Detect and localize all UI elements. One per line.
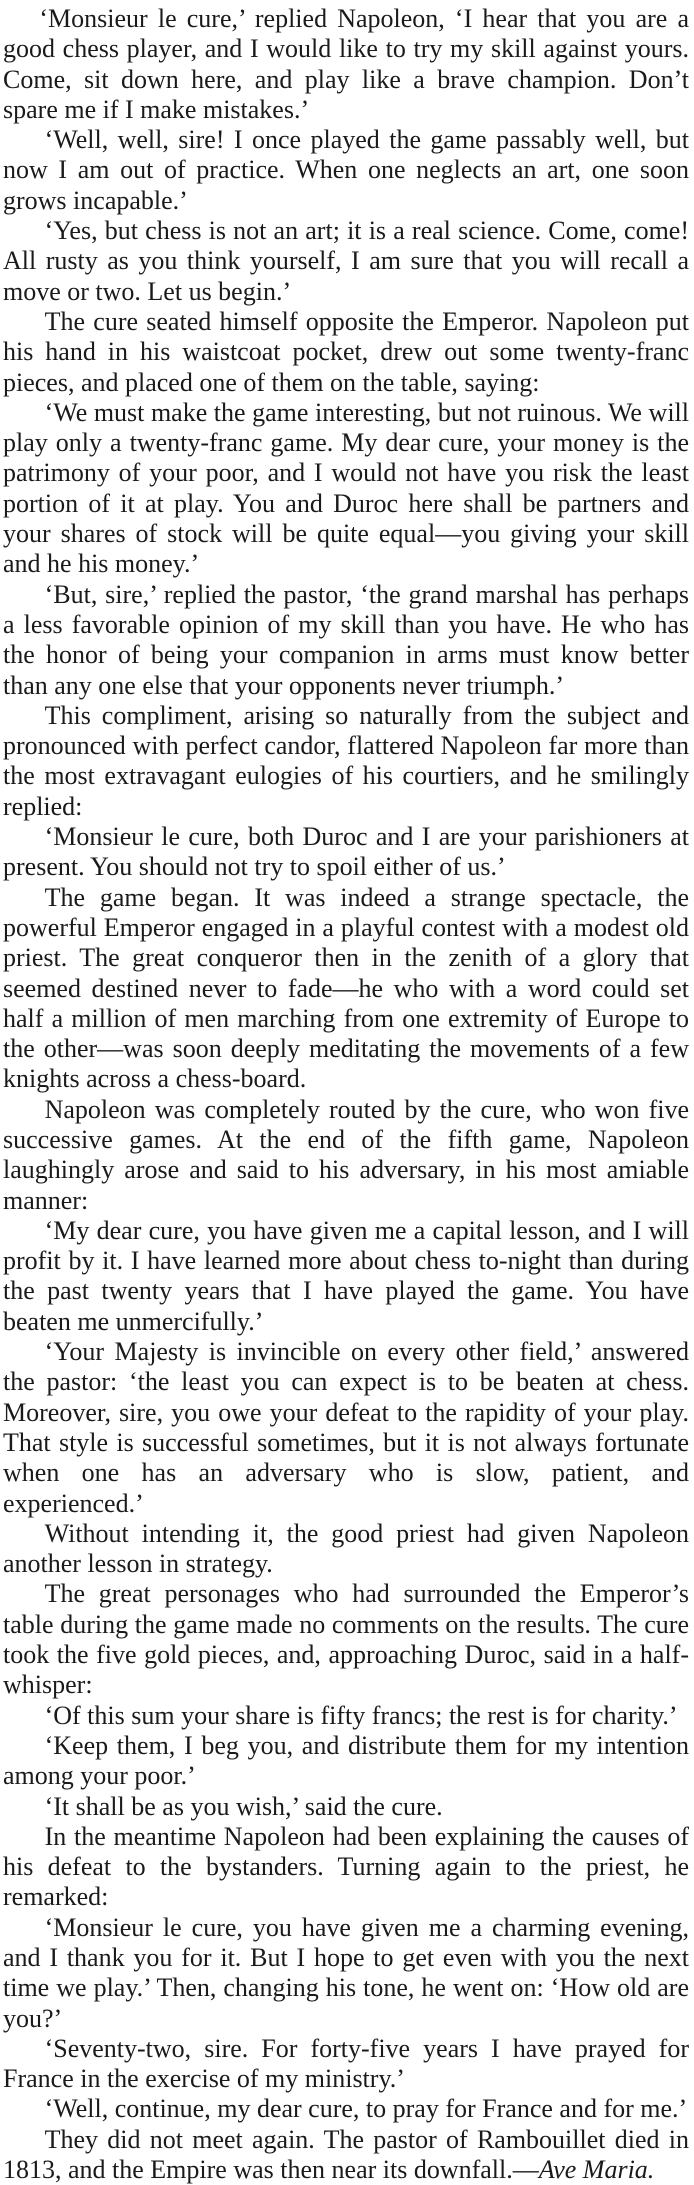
paragraph: ‘Your Majesty is invincible on every other field,’ answered the pastor: ‘the least you can expect is to be beaten at chess. Moreover, sire, you owe your defeat to the rapidity of your play. That style is successful sometimes, but it is not always fortunate when one has an adversary who is slow, patient, and experienced.’ bbox=[3, 1337, 689, 1518]
paragraph: ‘Monsieur le cure, you have given me a charming evening, and I thank you for it. But I hope to get even with you the next time we play.’ Then, changing his tone, he went on: ‘How old are you?’ bbox=[3, 1912, 689, 2033]
paragraph: This compliment, arising so naturally from the subject and pronounced with perfect candor, flattered Napoleon far more than the most extravagant eulogies of his courtiers, and he smilingly replied: bbox=[3, 700, 689, 821]
paragraph: ‘Monsieur le cure,’ replied Napoleon, ‘I hear that you are a good chess player, and I would like to try my skill against yours. Come, sit down here, and play like a brave champion. Don’t spare me if I make mistakes.’ bbox=[3, 4, 689, 124]
paragraph: ‘My dear cure, you have given me a capital lesson, and I will profit by it. I have learned more about chess to-night than during the past twenty years that I have played the game. You have beaten me unmercifully.’ bbox=[3, 1215, 689, 1336]
paragraph: ‘We must make the game interesting, but not ruinous. We will play only a twenty-franc game. My dear cure, your money is the patrimony of your poor, and I would not have you risk the least portion of it at play. You and Duroc here shall be partners and your shares of stock will be quite equal—you giving your skill and he his money.’ bbox=[3, 397, 689, 579]
paragraph: ‘But, sire,’ replied the pastor, ‘the grand marshal has perhaps a less favorable opinion of my skill than you have. He who has the honor of being your companion in arms must know better than any one else that your opponents never triumph.’ bbox=[3, 579, 689, 700]
paragraph: ‘Well, well, sire! I once played the game passably well, but now I am out of practice. When one neglects an art, one soon grows incapable.’ bbox=[3, 125, 689, 215]
paragraph: ‘Seventy-two, sire. For forty-five years I have prayed for France in the exercise of my ministry.’ bbox=[3, 2033, 689, 2094]
paragraph: Napoleon was completely routed by the cure, who won five successive games. At the end of the fifth game, Napoleon laughingly arose and said to his adversary, in his most amiable manner: bbox=[3, 1094, 689, 1215]
closing-paragraph bbox=[3, 2125, 689, 2185]
paragraph: ‘Monsieur le cure, both Duroc and I are your parishioners at present. You should not try to spoil either of us.’ bbox=[3, 822, 689, 882]
paragraph: ‘Of this sum your share is fifty francs; the rest is for charity.’ bbox=[44, 1700, 678, 1730]
paragraph: ‘Well, continue, my dear cure, to pray for France and for me.’ bbox=[44, 2094, 688, 2124]
paragraph: In the meantime Napoleon had been explaining the causes of his defeat to the bystanders. Turning again to the priest, he remarked: bbox=[3, 1821, 689, 1912]
paragraph: ‘Keep them, I beg you, and distribute them for my intention among your poor.’ bbox=[3, 1730, 689, 1791]
paragraph: Without intending it, the good priest had given Napoleon another lesson in strategy. bbox=[3, 1518, 689, 1579]
paragraph: The cure seated himself opposite the Emperor. Napoleon put his hand in his waistcoat pocket, drew out some twenty-franc pieces, and placed one of them on the table, saying: bbox=[3, 306, 689, 397]
source-credit: Ave Maria. bbox=[538, 2155, 655, 2185]
paragraph: The great personages who had surrounded the Emperor’s table during the game made no comments on the results. The cure took the five gold pieces, and, approaching Duroc, said in a half-whisper: bbox=[3, 1579, 689, 1700]
closing-text: They did not meet again. The pastor of Rambouillet died in 1813, and the Empire was then near its downfall.— bbox=[3, 2124, 689, 2185]
paragraph: ‘Yes, but chess is not an art; it is a real science. Come, come! All rusty as you think yourself, I am sure that you will recall a move or two. Let us begin.’ bbox=[3, 216, 689, 306]
paragraph: The game began. It was indeed a strange spectacle, the powerful Emperor engaged in a playful contest with a modest old priest. The great conqueror then in the zenith of a glory that seemed destined never to fade—he who with a word could set half a million of men marching from one extremity of Europe to the other—was soon deeply meditating the movements of a few knights across a chess-board. bbox=[3, 882, 689, 1094]
paragraph: ‘It shall be as you wish,’ said the cure. bbox=[44, 1791, 443, 1821]
